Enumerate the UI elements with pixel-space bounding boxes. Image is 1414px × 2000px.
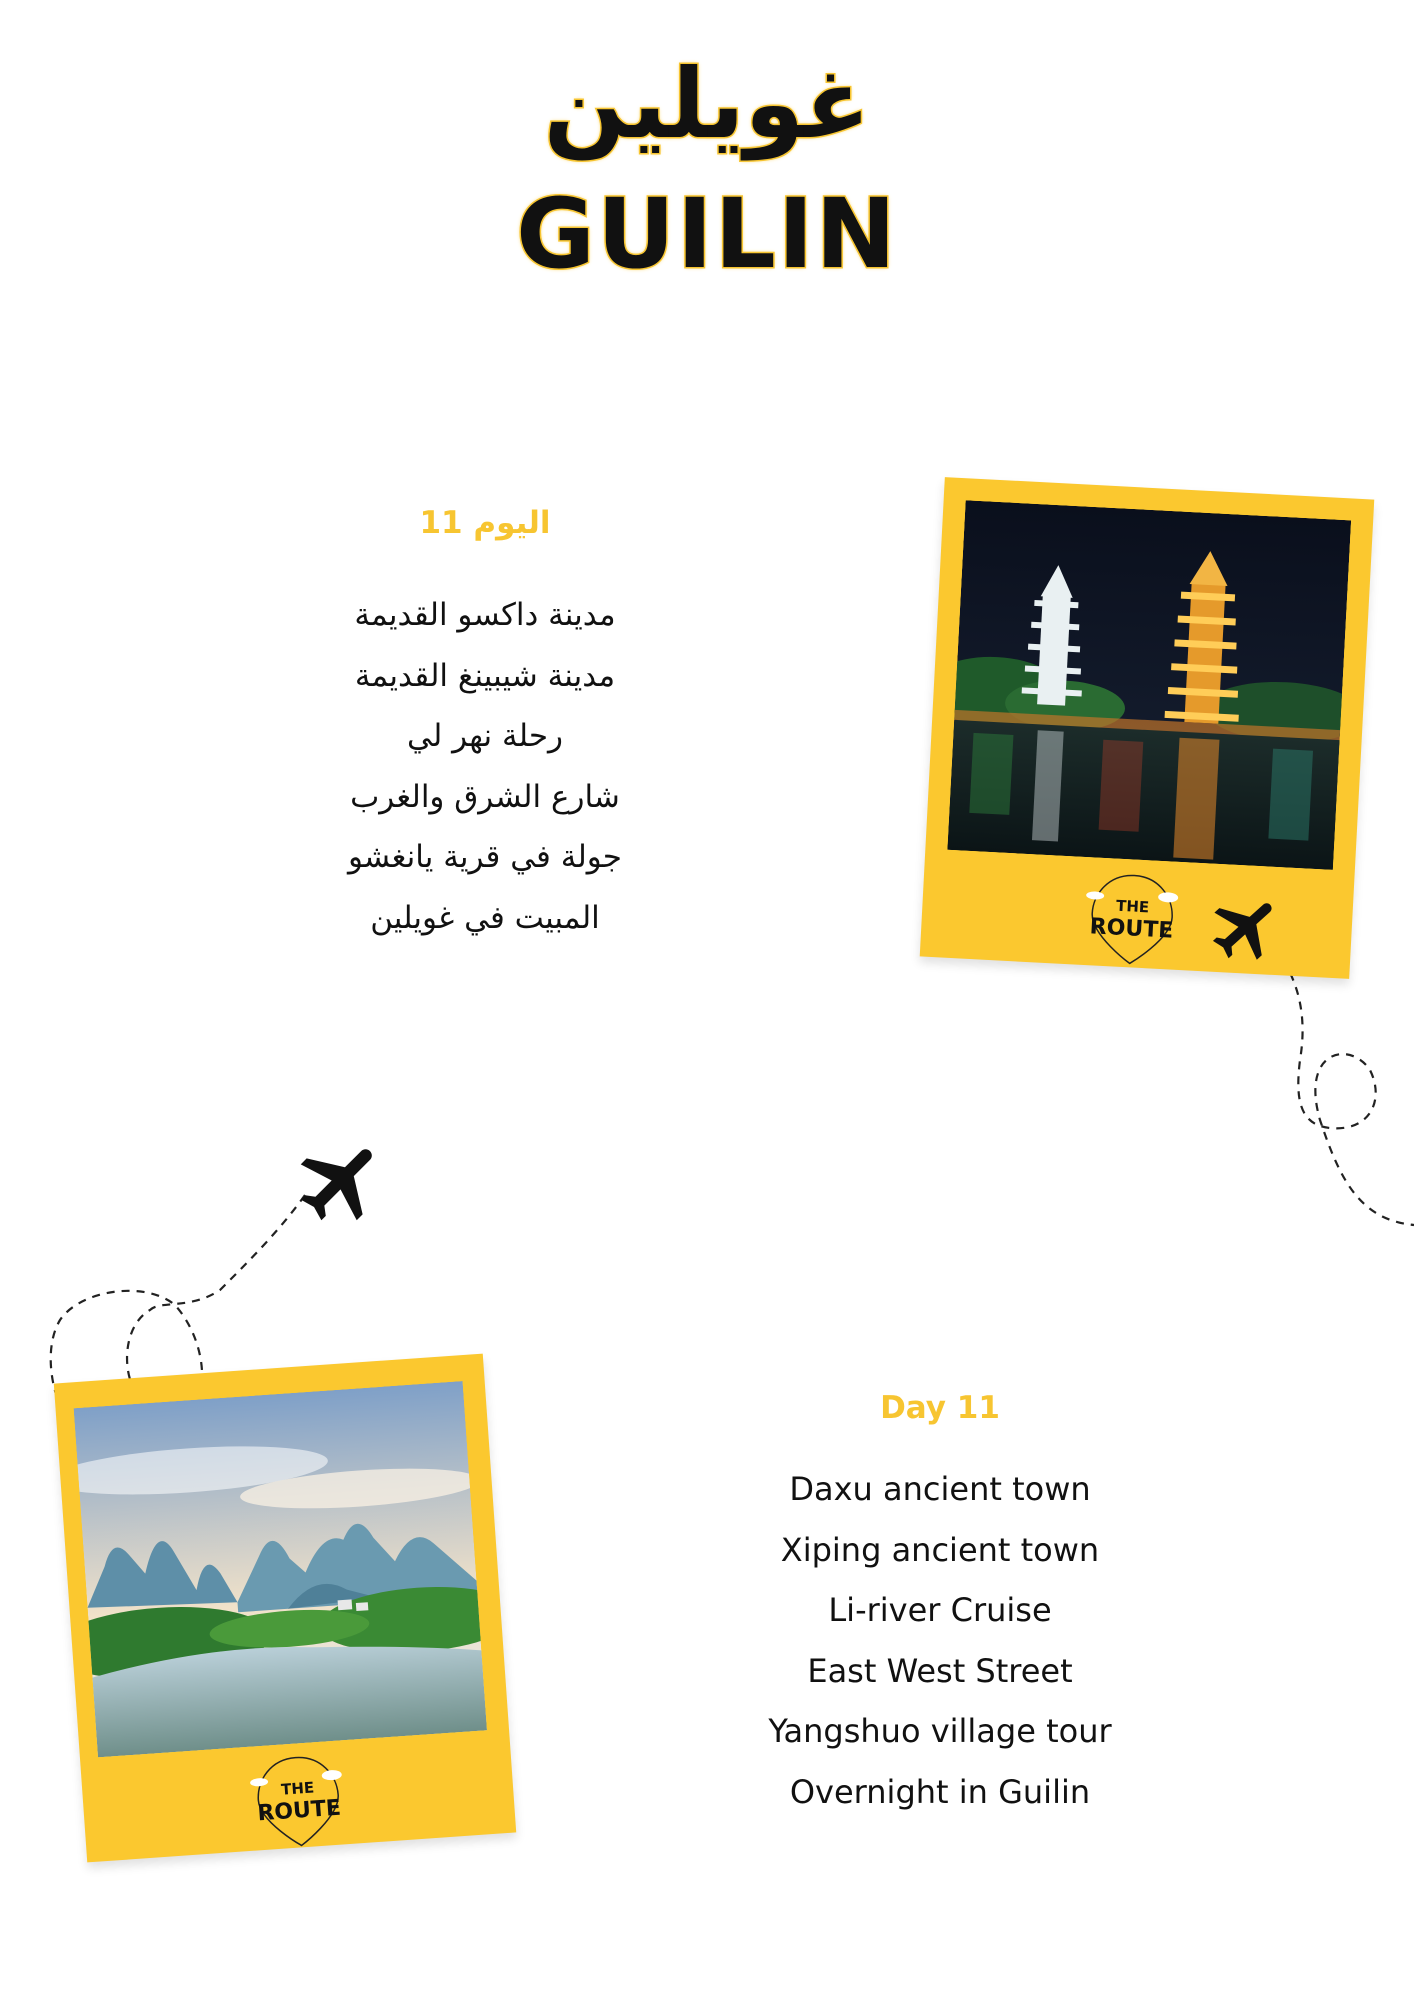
photo-card-top [920,477,1375,979]
logo-text-route: ROUTE [256,1795,342,1827]
photo-twin-pagodas [947,500,1351,870]
photo-card-bottom [54,1354,516,1863]
the-route-logo [1070,864,1195,970]
airplane-icon [1205,886,1289,970]
list-item: جولة في قرية يانغشو [348,839,622,875]
day-heading-english: Day 11 [880,1390,1000,1426]
list-item: مدينة داكسو القديمة [354,597,616,633]
list-item: Li-river Cruise [828,1591,1052,1630]
photo-karst-river [74,1381,487,1757]
logo-text-the: THE [280,1778,315,1799]
list-item: Xiping ancient town [780,1530,1100,1569]
logo-text-the: THE [1115,896,1150,917]
airplane-icon [292,1132,392,1232]
list-item: Daxu ancient town [789,1470,1091,1508]
page-title-english: GUILIN [516,178,898,290]
list-item: East West Street [807,1651,1073,1690]
the-route-logo [235,1745,362,1853]
list-item: مدينة شيبينغ القديمة [354,657,616,694]
list-item: Yangshuo village tour [768,1712,1112,1751]
list-item: رحلة نهر لي [406,718,564,754]
list-item: المبيت في غويلين [370,899,600,936]
day-heading-arabic: اليوم 11 [419,505,551,541]
page-title-arabic: غويلين [543,48,871,160]
list-item: Overnight in Guilin [789,1772,1091,1811]
list-item: شارع الشرق والغرب [350,778,620,815]
logo-text-route: ROUTE [1089,914,1174,944]
